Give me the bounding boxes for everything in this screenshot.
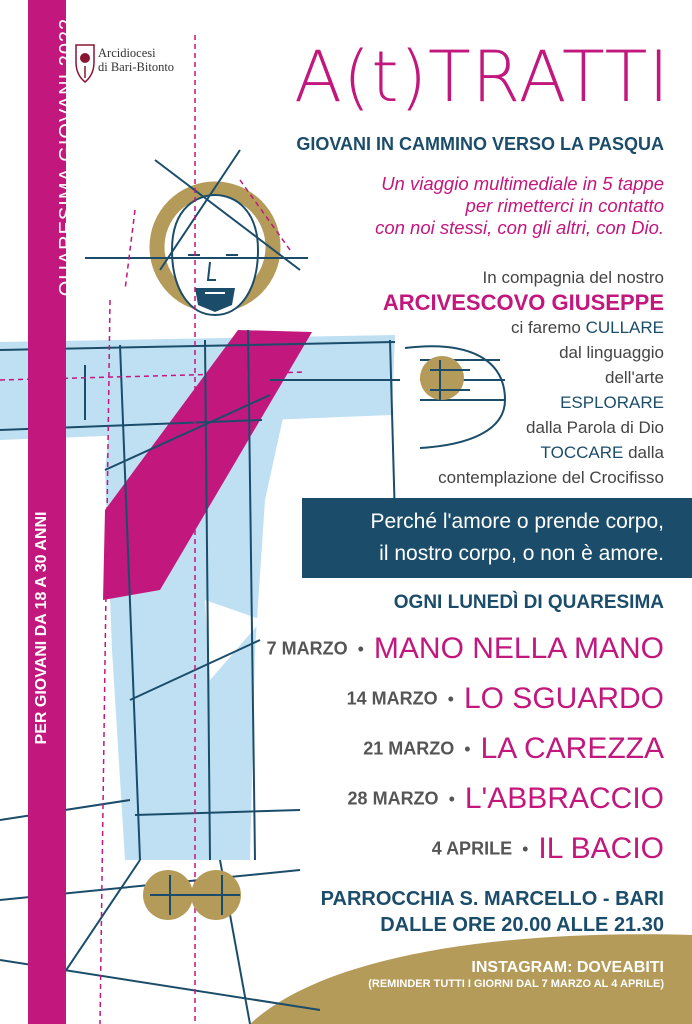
schedule-topic: LO SGUARDO [463, 682, 664, 715]
venue-info [250, 886, 664, 938]
diocese-name-line1: Arcidiocesi [98, 46, 156, 60]
schedule-topic: IL BACIO [538, 832, 664, 865]
intro-line: con noi stessi, con gli altri, con Dio. [375, 217, 664, 238]
quote-line: il nostro corpo, o non è amore. [379, 542, 664, 565]
companion-line: dell'arte [604, 368, 664, 387]
bullet: • [357, 638, 364, 659]
schedule-heading: OGNI LUNEDÌ DI QUARESIMA [393, 592, 664, 613]
schedule-row [200, 682, 664, 716]
venue-time: DALLE ORE 20.00 ALLE 21.30 [380, 914, 664, 936]
schedule-row [200, 732, 664, 766]
side-label-top: QUARESIMA GIOVANI 2022 [56, 17, 78, 297]
keyword-cullare: CULLARE [585, 318, 664, 337]
companion-line: In compagnia del nostro [482, 268, 664, 287]
schedule-date: 14 MARZO [346, 688, 438, 709]
diocese-name [98, 46, 174, 74]
companion-line: dalla Parola di Dio [526, 418, 664, 437]
schedule-row [200, 632, 664, 666]
intro-line: Un viaggio multimediale in 5 tappe [381, 173, 664, 194]
quote-text [302, 506, 664, 570]
quote-line: Perché l'amore o prende corpo, [370, 510, 664, 533]
schedule-row [200, 832, 664, 866]
bullet: • [447, 688, 454, 709]
companion-line: TOCCARE dalla [540, 443, 664, 462]
companion-line: dal linguaggio [559, 343, 664, 362]
bullet: • [522, 838, 529, 859]
poster-subtitle: GIOVANI IN CAMMINO VERSO LA PASQUA [296, 134, 664, 154]
archbishop-name: ARCIVESCOVO GIUSEPPE [382, 290, 664, 315]
bullet: • [448, 788, 455, 809]
schedule-date: 21 MARZO [363, 738, 455, 759]
side-label-bottom: PER GIOVANI DA 18 A 30 ANNI [33, 511, 50, 745]
schedule-topic: MANO NELLA MANO [373, 632, 664, 665]
schedule-date: 7 MARZO [266, 638, 348, 659]
schedule-topic: L'ABBRACCIO [464, 782, 664, 815]
instagram-info [250, 958, 664, 991]
companion-line: ci faremo CULLARE [510, 318, 664, 337]
keyword-esplorare: ESPLORARE [560, 393, 664, 412]
intro-line: per rimetterci in contatto [465, 195, 664, 216]
instagram-handle: INSTAGRAM: DOVEABITI [471, 959, 664, 976]
instagram-reminder: (REMINDER TUTTI I GIORNI DAL 7 MARZO AL 4 APRILE) [368, 978, 664, 990]
poster-title: A(t)TRATTI [294, 36, 670, 118]
keyword-toccare: TOCCARE [540, 443, 624, 462]
diocese-name-line2: di Bari-Bitonto [98, 60, 175, 74]
companion-text [300, 265, 664, 490]
intro-text [280, 173, 664, 239]
venue-name: PARROCCHIA S. MARCELLO - BARI [320, 888, 664, 910]
schedule-topic: LA CAREZZA [480, 732, 664, 765]
companion-line: contemplazione del Crocifisso [438, 468, 664, 487]
schedule-date: 28 MARZO [347, 788, 439, 809]
schedule-date: 4 APRILE [431, 838, 513, 859]
schedule-row [200, 782, 664, 816]
bullet: • [464, 738, 471, 759]
